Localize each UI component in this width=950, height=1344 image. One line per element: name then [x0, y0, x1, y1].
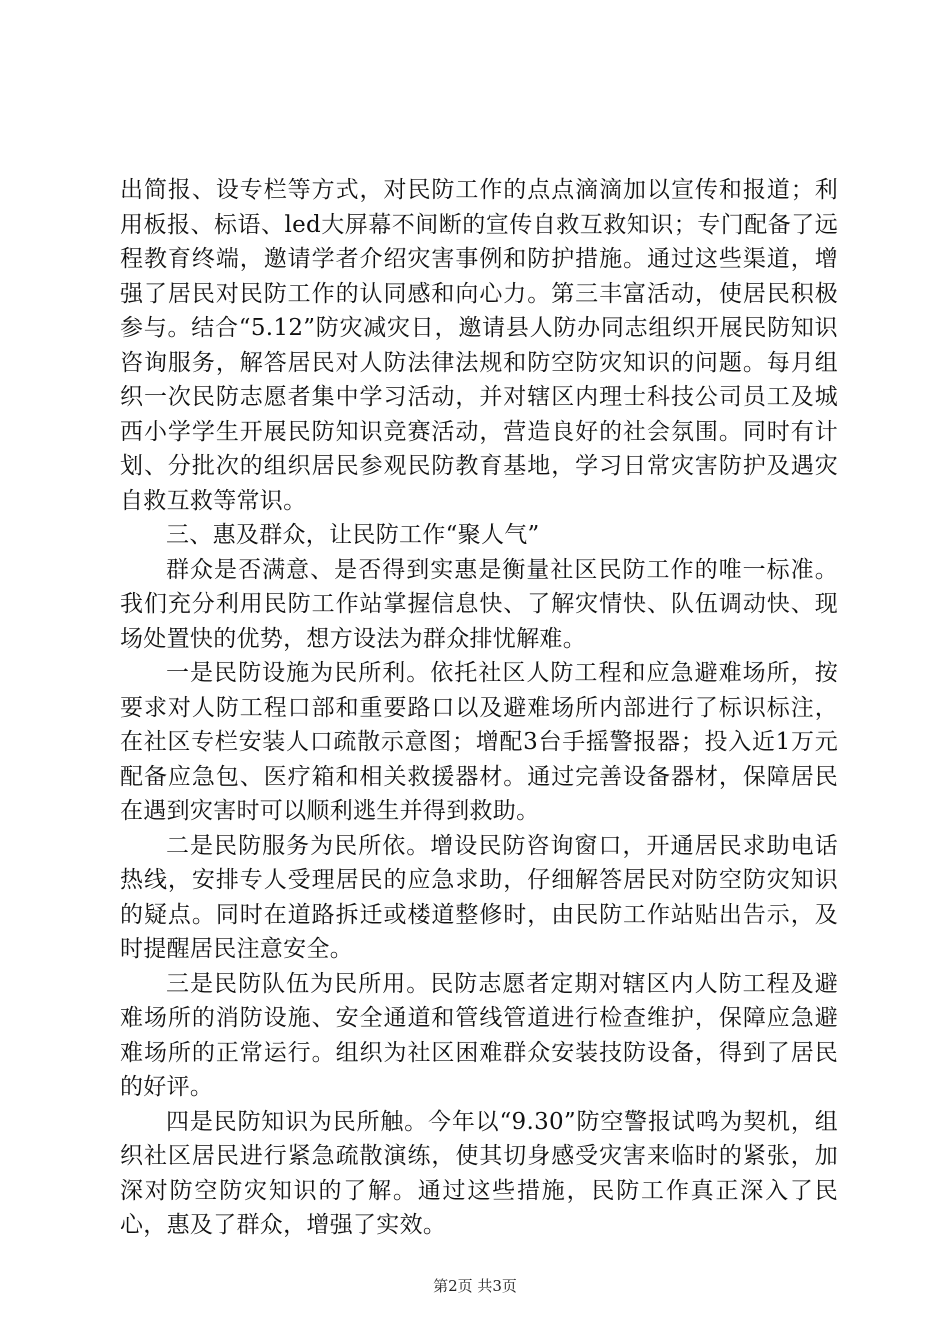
paragraph: 三是民防队伍为民所用。民防志愿者定期对辖区内人防工程及避难场所的消防设施、安全通道和管线管道进行检查维护，保障应急避难场所的正常运行。组织为社区困难群众安装技防设备，得到了居民的好评。	[120, 970, 838, 1100]
document-body	[120, 173, 838, 1243]
paragraph: 出简报、设专栏等方式，对民防工作的点点滴滴加以宣传和报道；利用板报、标语、led大屏幕不间断的宣传自救互救知识；专门配备了远程教育终端，邀请学者介绍灾害事例和防护措施。通过这些渠道，增强了居民对民防工作的认同感和向心力。第三丰富活动，使居民积极参与。结合“5.12”防灾减灾日，邀请县人防办同志组织开展民防知识咨询服务，解答居民对人防法律法规和防空防灾知识的问题。每月组织一次民防志愿者集中学习活动，并对辖区内理士科技公司员工及城西小学学生开展民防知识竞赛活动，营造良好的社会氛围。同时有计划、分批次的组织居民参观民防教育基地，学习日常灾害防护及遇灾自救互救等常识。	[120, 177, 838, 514]
paragraph: 四是民防知识为民所触。今年以“9.30”防空警报试鸣为契机，组织社区居民进行紧急疏散演练，使其切身感受灾害来临时的紧张，加深对防空防灾知识的了解。通过这些措施，民防工作真正深入了民心，惠及了群众，增强了实效。	[120, 1108, 838, 1238]
section-heading: 三、惠及群众，让民防工作“聚人气”	[166, 522, 540, 548]
paragraph: 群众是否满意、是否得到实惠是衡量社区民防工作的唯一标准。我们充分利用民防工作站掌握信息快、了解灾情快、队伍调动快、现场处置快的优势，想方设法为群众排忧解难。	[120, 556, 838, 652]
page-footer: 第2页 共3页	[433, 1277, 517, 1295]
paragraph: 二是民防服务为民所依。增设民防咨询窗口，开通居民求助电话热线，安排专人受理居民的应急求助，仔细解答居民对防空防灾知识的疑点。同时在道路拆迁或楼道整修时，由民防工作站贴出告示，及时提醒居民注意安全。	[120, 832, 838, 962]
paragraph: 一是民防设施为民所利。依托社区人防工程和应急避难场所，按要求对人防工程口部和重要路口以及避难场所内部进行了标识标注，在社区专栏安装人口疏散示意图；增配3台手摇警报器；投入近1万元配备应急包、医疗箱和相关救援器材。通过完善设备器材，保障居民在遇到灾害时可以顺利逃生并得到救助。	[120, 660, 838, 824]
